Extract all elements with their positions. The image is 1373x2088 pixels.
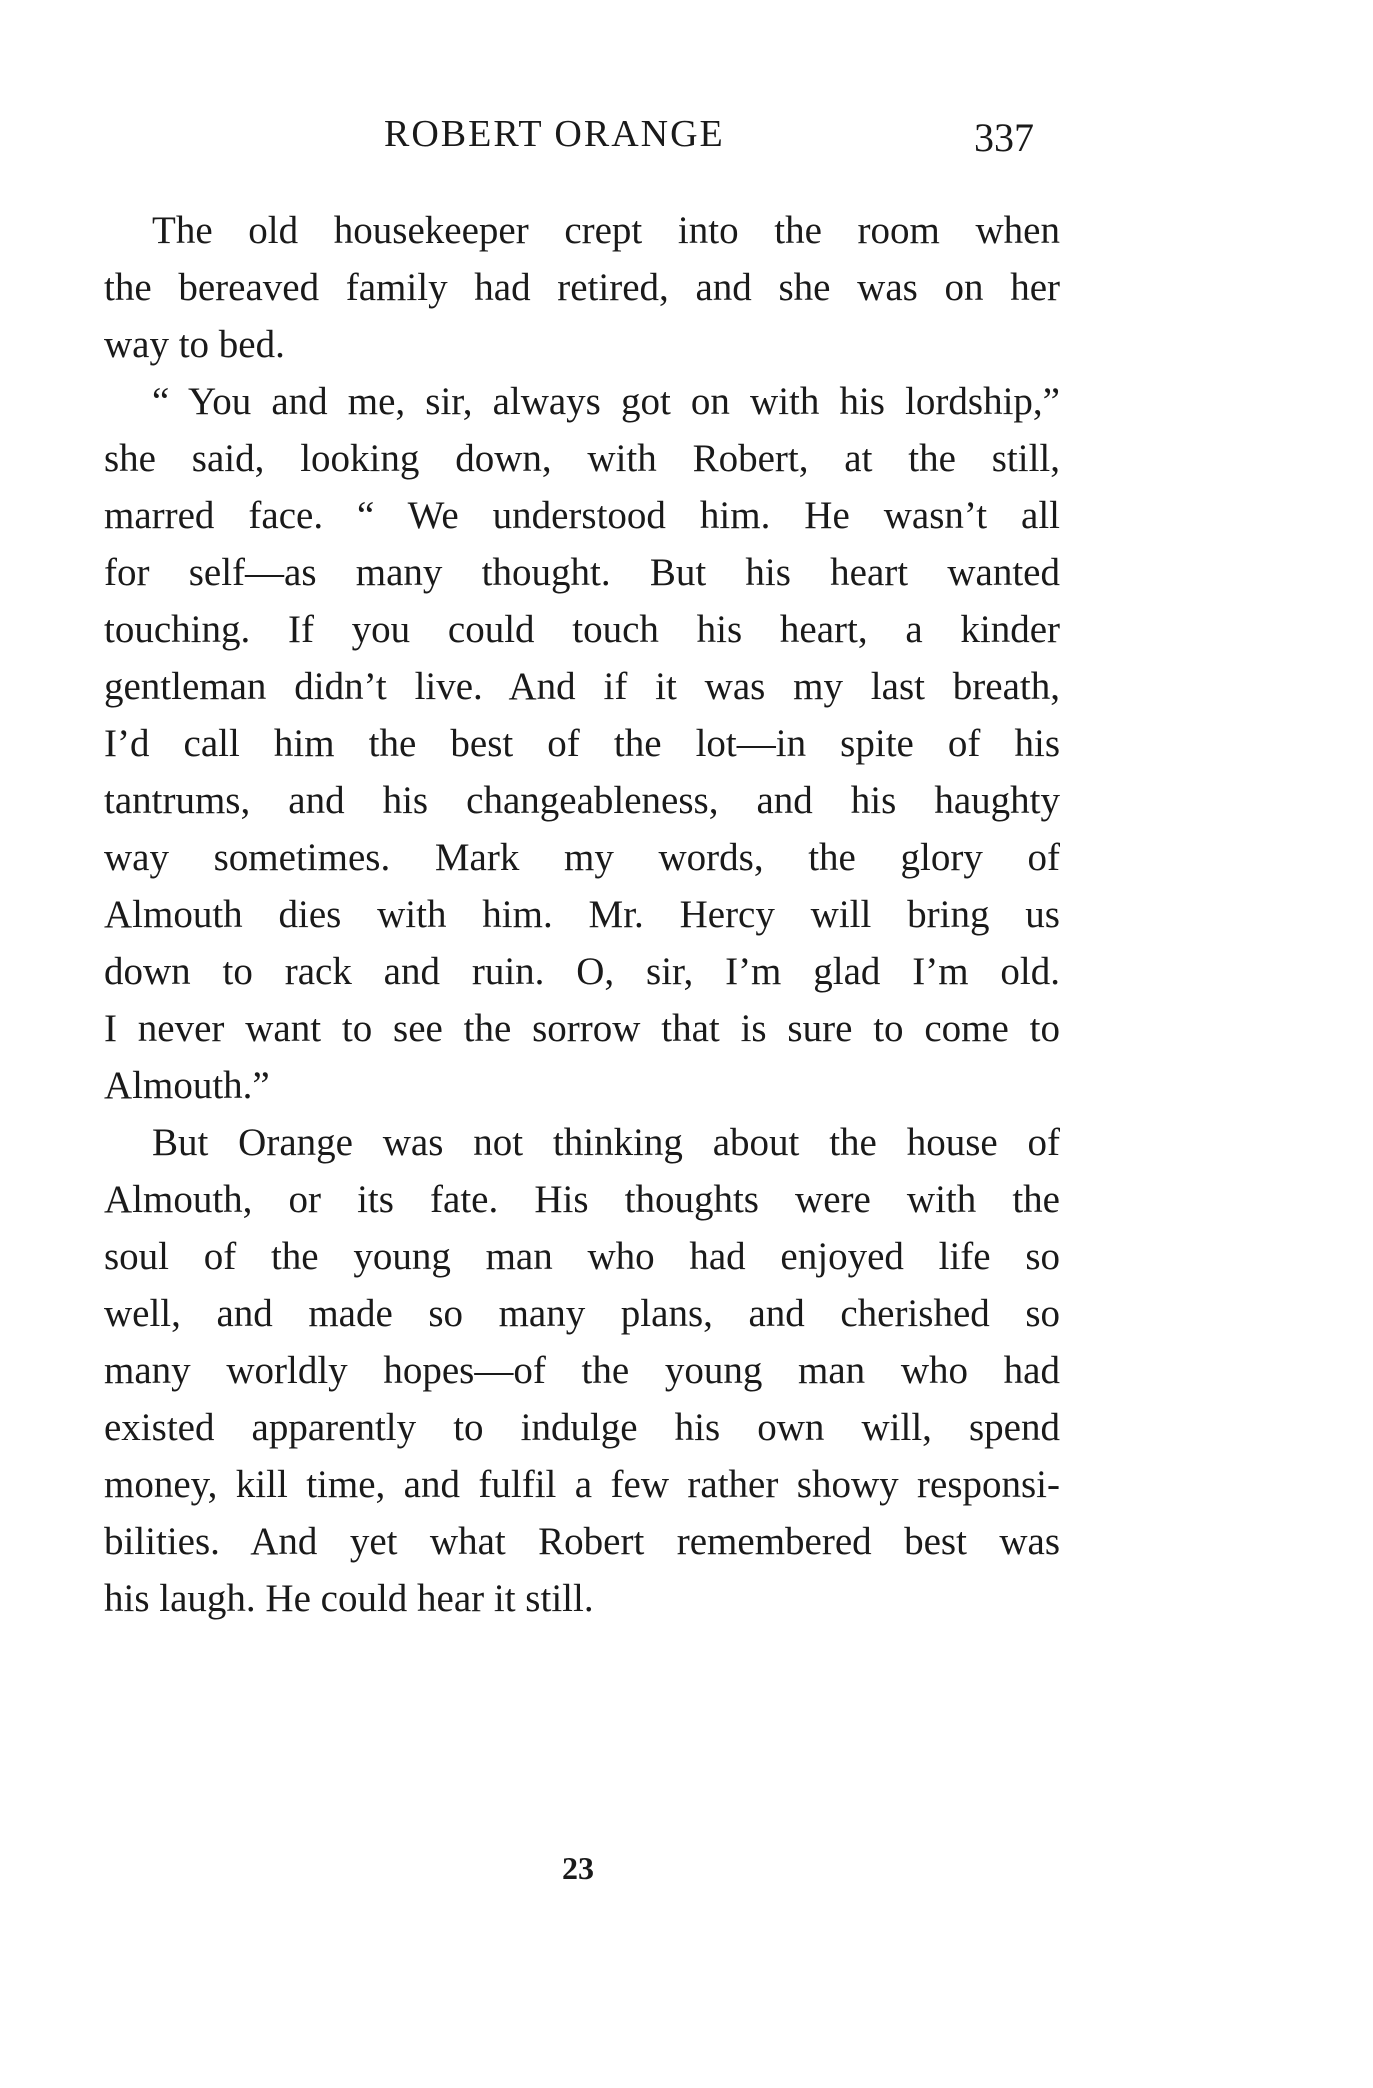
text-line: I’d call him the best of the lot—in spite of his — [104, 722, 1060, 765]
text-line: marred face. “ We understood him. He wasn’t all — [104, 494, 1060, 537]
text-line: “ You and me, sir, always got on with his lordship,” — [152, 380, 1060, 423]
running-head: ROBERT ORANGE — [384, 113, 725, 155]
text-line: existed apparently to indulge his own will, spend — [104, 1406, 1060, 1449]
text-line: way sometimes. Mark my words, the glory of — [104, 836, 1060, 879]
text-line: his laugh. He could hear it still. — [104, 1577, 594, 1620]
text-line: touching. If you could touch his heart, a kinder — [104, 608, 1060, 651]
text-line: I never want to see the sorrow that is sure to come to — [104, 1007, 1060, 1050]
text-line: way to bed. — [104, 323, 285, 366]
text-line: Almouth.” — [104, 1064, 270, 1107]
text-line: well, and made so many plans, and cherished so — [104, 1292, 1060, 1335]
text-line: down to rack and ruin. O, sir, I’m glad I’m old. — [104, 950, 1060, 993]
text-line: Almouth dies with him. Mr. Hercy will bring us — [104, 893, 1060, 936]
text-line: the bereaved family had retired, and she was on her — [104, 266, 1060, 309]
text-line: bilities. And yet what Robert remembered best was — [104, 1520, 1060, 1563]
signature-mark: 23 — [562, 1850, 594, 1886]
text-line: Almouth, or its fate. His thoughts were with the — [104, 1178, 1060, 1221]
text-line: But Orange was not thinking about the house of — [152, 1121, 1060, 1164]
text-line: she said, looking down, with Robert, at the still, — [104, 437, 1060, 480]
text-line: soul of the young man who had enjoyed life so — [104, 1235, 1060, 1278]
text-line: for self—as many thought. But his heart wanted — [104, 551, 1060, 594]
text-line: The old housekeeper crept into the room when — [152, 209, 1060, 252]
page-number: 337 — [974, 115, 1034, 160]
text-line: tantrums, and his changeableness, and his haughty — [104, 779, 1060, 822]
text-line: money, kill time, and fulfil a few rather showy responsi- — [104, 1463, 1060, 1506]
text-line: many worldly hopes—of the young man who had — [104, 1349, 1060, 1392]
text-line: gentleman didn’t live. And if it was my last breath, — [104, 665, 1060, 708]
